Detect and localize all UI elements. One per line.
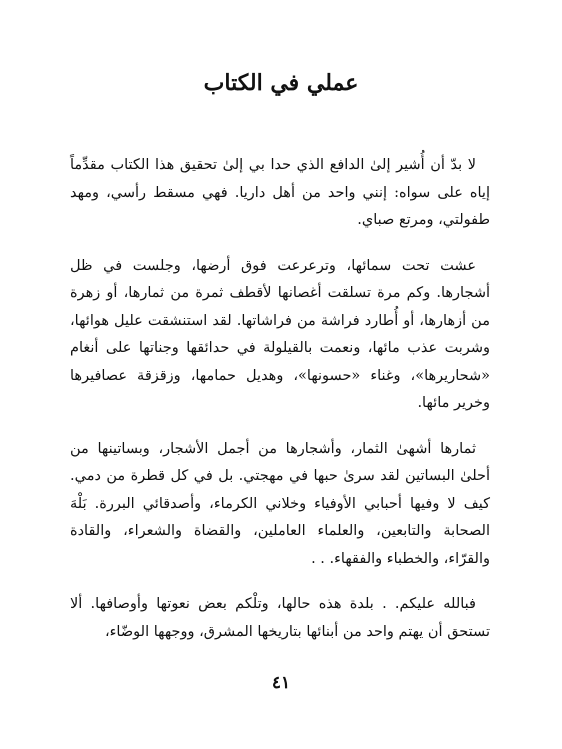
paragraph-3: ثمارها أشهىٰ الثمار، وأشجارها من أجمل الأشجار، وبساتينها من أحلىٰ البساتين لقد سرىٰ حبها في مهجتي. بل في كل قطرة من دمي. كيف لا وفيها أحبابي الأوفياء وخلاني الكرماء، وأصدقائي البررة. بَلْهَ الصحابة والتابعين، والعلماء العاملين، والقضاة والشعراء، والقادة والقرّاء، والخطباء والفقهاء. . . [70, 440, 490, 567]
page-title: عملي في الكتاب [203, 70, 359, 96]
body-text [70, 152, 490, 664]
paragraph-1: لا بدّ أن أُشير إلىٰ الدافع الذي حدا بي إلىٰ تحقيق هذا الكتاب مقدِّماً إياه على سواه: إنني واحد من أهل داريا. فهي مسقط رأسي، ومهد طفولتي، ومرتع صباي. [70, 157, 490, 228]
paragraph-2: عشت تحت سمائها، وترعرعت فوق أرضها، وجلست في ظل أشجارها. وكم مرة تسلقت أغصانها لأقطف ثمرة من ثمارها، أو زهرة من أزهارها، أو أُطارد فراشة من فراشاتها. لقد استنشقت عليل هوائها، وشربت عذب مائها، ونعمت بالقيلولة في حدائقها وجناتها على أنغام «شحاريرها»، وغناء «حسونها»، وهديل حمامها، وزقزقة عصافيرها وخرير مائها. [70, 257, 490, 411]
page-number: ٤١ [271, 673, 291, 693]
paragraph-4: فبالله عليكم. . بلدة هذه حالها، وتلْكم بعض نعوتها وأوصافها. ألا تستحق أن يهتم واحد من أبنائها بتاريخها المشرق، ووجهها الوضّاء، [70, 596, 490, 640]
